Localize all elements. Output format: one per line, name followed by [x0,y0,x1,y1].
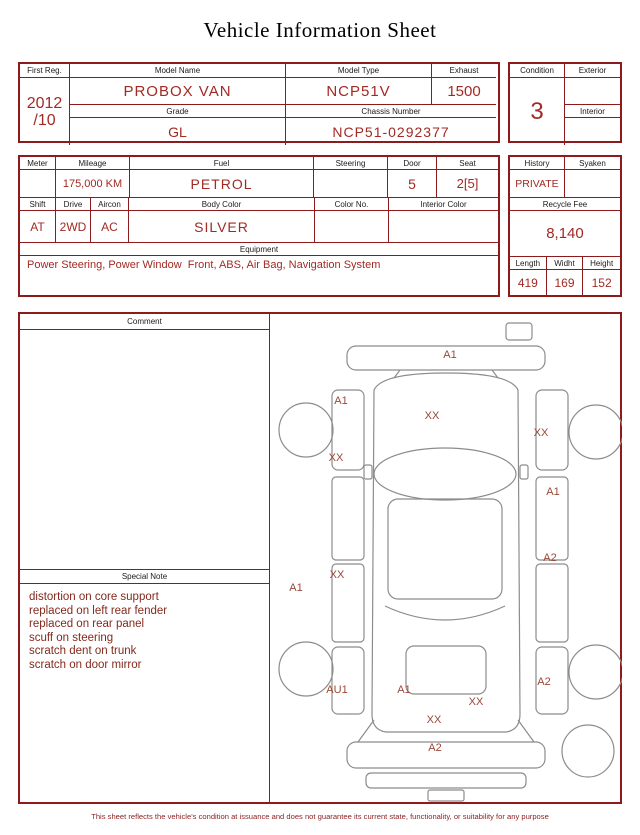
door-value: 5 [388,170,437,198]
special-note-line: scuff on steering [29,631,114,644]
damage-label: XX [424,410,440,422]
grade-label: Grade [70,105,286,118]
fuel-value: PETROL [130,170,314,198]
history-label: History [510,157,565,170]
first-reg-label: First Reg. [20,64,70,78]
color-no-label: Color No. [315,198,389,211]
damage-label: XX [328,452,344,464]
right-rear-wheel-shape [569,645,622,699]
right-front-door-shape [536,477,568,560]
front-bumper-shape [347,346,545,370]
condition-value: 3 [510,78,565,145]
seat-label: Seat [437,157,498,170]
length-label: Length [510,257,547,270]
car-diagram-pane [270,314,620,802]
first-reg-year: 2012 [26,94,63,112]
model-name-value: PROBOX VAN [70,78,286,105]
chassis-number-value: NCP51-0292377 [332,123,450,140]
special-note-line: scratch on door mirror [29,658,142,671]
bottom-section [18,312,622,804]
damage-label: A1 [397,684,411,696]
special-note-list [20,584,269,802]
left-front-wheel-shape [279,403,333,457]
rear-bumper-shape [347,742,545,768]
right-front-wheel-shape [569,405,622,459]
comment-pane [20,314,270,802]
car-body-outline [372,373,520,732]
drive-value: 2WD [56,211,91,243]
shift-label: Shift [20,198,56,211]
special-note-line: replaced on rear panel [29,618,145,630]
car-diagram [270,316,622,802]
damage-label: A2 [428,742,442,754]
special-note-title: Special Note [20,569,269,584]
right-front-fender-shape [533,390,568,470]
aircon-value: AC [91,211,129,243]
door-label: Door [388,157,437,170]
damage-label: A2 [537,676,551,688]
damage-label: A1 [443,349,457,361]
seat-value: 2[5] [437,170,498,198]
height-value: 152 [591,275,612,290]
left-mirror-shape [364,465,372,479]
rear-window-shape [385,606,505,620]
left-rear-door-shape [329,564,364,642]
meter-value [20,170,56,198]
page-title: Vehicle Information Sheet [203,18,437,42]
steering-value [314,170,388,198]
first-reg-value [20,78,70,145]
interior-color-value [389,211,498,243]
drive-label: Drive [56,198,91,211]
mileage-value: 175,000 KM [56,170,130,198]
aircon-label: Aircon [91,198,129,211]
damage-label: A1 [289,582,303,594]
history-value: PRIVATE [510,170,565,198]
steering-label: Steering [314,157,388,170]
mileage-label: Mileage [56,157,130,170]
body-color-value: SILVER [129,211,315,243]
interior-color-label: Interior Color [389,198,498,211]
syaken-label: Syaken [565,157,620,170]
recycle-fee-label: Recycle Fee [510,198,620,211]
damage-label: A1 [546,486,560,498]
interior-value [565,118,620,145]
condition-label: Condition [510,64,565,78]
special-note-line: replaced on left rear fender [29,604,168,617]
chassis-number-label: Chassis Number [286,105,496,118]
spare-tire-shape [562,725,614,777]
trunk-shape [406,646,486,694]
damage-label: A1 [334,395,348,407]
width-label: Widht [547,257,584,270]
fuel-label: Fuel [130,157,314,170]
left-rear-wheel-shape [279,642,333,696]
special-note-line: scratch dent on trunk [29,645,137,657]
rear-trim-shape [366,773,526,788]
comment-title: Comment [20,314,269,330]
equipment-value: Power Steering, Power Window Front, ABS, Air Bag, Navigation System [27,259,381,271]
height-label: Height [583,257,620,270]
roof-shape [388,499,502,599]
equipment-label: Equipment [20,243,498,256]
damage-label: XX [533,427,549,439]
model-type-label: Model Type [286,64,432,78]
model-type-value: NCP51V [286,78,432,105]
damage-label: A2 [543,552,557,564]
comment-body [20,330,269,569]
interior-label: Interior [565,105,620,118]
syaken-value [565,170,620,198]
exhaust-label: Exhaust [432,64,496,78]
color-no-value [315,211,389,243]
meter-label: Meter [20,157,56,170]
spec-table [18,155,500,297]
recycle-fee-value: 8,140 [510,211,620,257]
right-rear-door-shape [536,564,568,642]
damage-label: XX [468,696,484,708]
model-info-table [18,62,500,143]
damage-label: XX [329,569,345,581]
damage-label: XX [426,714,442,726]
width-value: 169 [547,270,584,295]
exhaust-value: 1500 [432,78,496,105]
top-accessory-shape [506,323,532,340]
exterior-value [565,78,620,105]
grade-value: GL [70,118,286,145]
history-table [508,155,622,297]
right-rear-fender-shape [536,647,568,714]
damage-label: AU1 [326,684,348,696]
left-rear-fender-shape [332,647,364,714]
shift-value: AT [20,211,56,243]
model-name-label: Model Name [70,64,286,78]
exterior-label: Exterior [565,64,620,78]
windshield-shape [374,448,516,500]
left-front-fender-shape [332,390,364,470]
left-front-door-shape [332,477,364,560]
condition-table [508,62,622,143]
body-color-label: Body Color [129,198,315,211]
first-reg-month: /10 [33,111,56,129]
license-plate-shape [428,790,464,801]
right-mirror-shape [520,465,528,479]
disclaimer-text: This sheet reflects the vehicle's condition at issuance and does not guarantee its current state, functionality, or suitability for any purpose [91,812,549,821]
length-value: 419 [510,270,547,295]
special-note-line: distortion on core support [29,591,159,603]
